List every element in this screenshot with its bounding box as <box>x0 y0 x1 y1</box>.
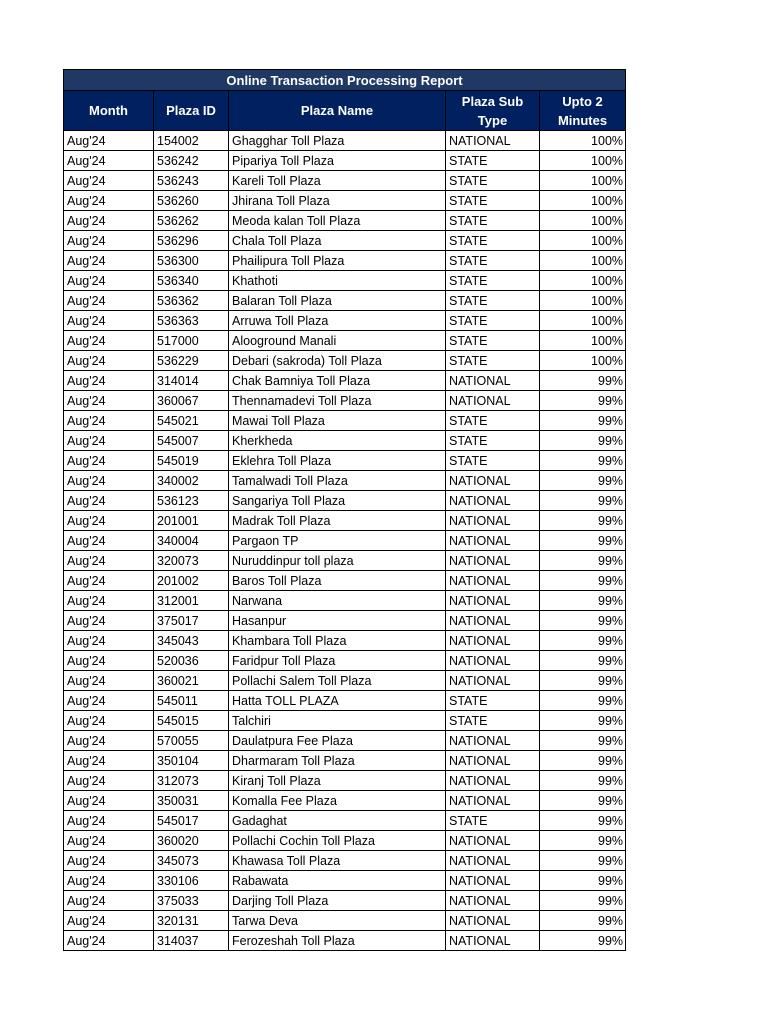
table-row <box>64 251 626 271</box>
column-header-upto-2-minutes: Upto 2 Minutes <box>540 91 626 131</box>
table-row <box>64 311 626 331</box>
upto-2-minutes-cell: 100% <box>540 191 626 211</box>
plaza-sub-type-cell: NATIONAL <box>446 391 540 411</box>
table-row <box>64 191 626 211</box>
upto-2-minutes-cell: 99% <box>540 691 626 711</box>
plaza-sub-type-cell: STATE <box>446 311 540 331</box>
plaza-name-cell: Chak Bamniya Toll Plaza <box>229 371 446 391</box>
plaza-name-cell: Nuruddinpur toll plaza <box>229 551 446 571</box>
table-row <box>64 631 626 651</box>
plaza-sub-type-cell: NATIONAL <box>446 471 540 491</box>
plaza-id-cell: 360021 <box>154 671 229 691</box>
plaza-sub-type-cell: STATE <box>446 351 540 371</box>
table-row <box>64 371 626 391</box>
column-header-row <box>64 91 626 131</box>
table-row <box>64 431 626 451</box>
upto-2-minutes-cell: 99% <box>540 711 626 731</box>
table-row <box>64 751 626 771</box>
plaza-sub-type-cell: NATIONAL <box>446 931 540 951</box>
plaza-sub-type-cell: STATE <box>446 251 540 271</box>
plaza-sub-type-cell: STATE <box>446 171 540 191</box>
month-cell: Aug'24 <box>64 451 154 471</box>
plaza-id-cell: 345073 <box>154 851 229 871</box>
table-row <box>64 171 626 191</box>
upto-2-minutes-cell: 99% <box>540 551 626 571</box>
table-row <box>64 451 626 471</box>
plaza-name-cell: Ferozeshah Toll Plaza <box>229 931 446 951</box>
plaza-sub-type-cell: NATIONAL <box>446 571 540 591</box>
upto-2-minutes-cell: 99% <box>540 591 626 611</box>
month-cell: Aug'24 <box>64 311 154 331</box>
plaza-sub-type-cell: STATE <box>446 411 540 431</box>
upto-2-minutes-cell: 99% <box>540 371 626 391</box>
upto-2-minutes-cell: 99% <box>540 811 626 831</box>
plaza-sub-type-cell: STATE <box>446 331 540 351</box>
month-cell: Aug'24 <box>64 711 154 731</box>
plaza-sub-type-cell: NATIONAL <box>446 831 540 851</box>
upto-2-minutes-cell: 99% <box>540 631 626 651</box>
table-row <box>64 351 626 371</box>
plaza-name-cell: Meoda kalan Toll Plaza <box>229 211 446 231</box>
table-row <box>64 831 626 851</box>
upto-2-minutes-cell: 99% <box>540 511 626 531</box>
plaza-id-cell: 350031 <box>154 791 229 811</box>
plaza-name-cell: Tarwa Deva <box>229 911 446 931</box>
plaza-name-cell: Pipariya Toll Plaza <box>229 151 446 171</box>
plaza-id-cell: 314037 <box>154 931 229 951</box>
month-cell: Aug'24 <box>64 531 154 551</box>
upto-2-minutes-cell: 100% <box>540 251 626 271</box>
plaza-name-cell: Arruwa Toll Plaza <box>229 311 446 331</box>
upto-2-minutes-cell: 99% <box>540 391 626 411</box>
plaza-id-cell: 154002 <box>154 131 229 151</box>
plaza-sub-type-cell: STATE <box>446 271 540 291</box>
table-row <box>64 771 626 791</box>
plaza-name-cell: Debari (sakroda) Toll Plaza <box>229 351 446 371</box>
plaza-name-cell: Tamalwadi Toll Plaza <box>229 471 446 491</box>
plaza-id-cell: 536262 <box>154 211 229 231</box>
upto-2-minutes-cell: 99% <box>540 471 626 491</box>
plaza-id-cell: 536362 <box>154 291 229 311</box>
plaza-sub-type-cell: NATIONAL <box>446 791 540 811</box>
upto-2-minutes-cell: 100% <box>540 171 626 191</box>
table-row <box>64 731 626 751</box>
upto-2-minutes-cell: 99% <box>540 451 626 471</box>
month-cell: Aug'24 <box>64 691 154 711</box>
plaza-sub-type-cell: NATIONAL <box>446 911 540 931</box>
plaza-name-cell: Jhirana Toll Plaza <box>229 191 446 211</box>
upto-2-minutes-cell: 99% <box>540 751 626 771</box>
plaza-id-cell: 536340 <box>154 271 229 291</box>
plaza-name-cell: Talchiri <box>229 711 446 731</box>
plaza-name-cell: Rabawata <box>229 871 446 891</box>
plaza-name-cell: Daulatpura Fee Plaza <box>229 731 446 751</box>
plaza-id-cell: 312073 <box>154 771 229 791</box>
table-row <box>64 331 626 351</box>
plaza-name-cell: Darjing Toll Plaza <box>229 891 446 911</box>
upto-2-minutes-cell: 100% <box>540 131 626 151</box>
plaza-sub-type-cell: STATE <box>446 191 540 211</box>
plaza-sub-type-cell: STATE <box>446 151 540 171</box>
report-body <box>64 131 626 951</box>
upto-2-minutes-cell: 100% <box>540 311 626 331</box>
month-cell: Aug'24 <box>64 651 154 671</box>
upto-2-minutes-cell: 100% <box>540 271 626 291</box>
plaza-id-cell: 545017 <box>154 811 229 831</box>
plaza-name-cell: Baros Toll Plaza <box>229 571 446 591</box>
plaza-id-cell: 545007 <box>154 431 229 451</box>
plaza-sub-type-cell: STATE <box>446 691 540 711</box>
plaza-id-cell: 340002 <box>154 471 229 491</box>
month-cell: Aug'24 <box>64 351 154 371</box>
upto-2-minutes-cell: 100% <box>540 151 626 171</box>
column-header-plaza-name: Plaza Name <box>229 91 446 131</box>
plaza-name-cell: Chala Toll Plaza <box>229 231 446 251</box>
month-cell: Aug'24 <box>64 391 154 411</box>
plaza-id-cell: 517000 <box>154 331 229 351</box>
month-cell: Aug'24 <box>64 871 154 891</box>
plaza-sub-type-cell: STATE <box>446 291 540 311</box>
upto-2-minutes-cell: 99% <box>540 571 626 591</box>
upto-2-minutes-cell: 99% <box>540 791 626 811</box>
plaza-sub-type-cell: STATE <box>446 231 540 251</box>
table-row <box>64 911 626 931</box>
table-row <box>64 491 626 511</box>
month-cell: Aug'24 <box>64 811 154 831</box>
plaza-id-cell: 536300 <box>154 251 229 271</box>
month-cell: Aug'24 <box>64 851 154 871</box>
table-row <box>64 131 626 151</box>
month-cell: Aug'24 <box>64 611 154 631</box>
table-row <box>64 211 626 231</box>
plaza-id-cell: 545019 <box>154 451 229 471</box>
month-cell: Aug'24 <box>64 291 154 311</box>
table-row <box>64 531 626 551</box>
table-row <box>64 511 626 531</box>
upto-2-minutes-cell: 100% <box>540 291 626 311</box>
transaction-report-table <box>63 69 626 951</box>
table-row <box>64 891 626 911</box>
plaza-sub-type-cell: NATIONAL <box>446 611 540 631</box>
plaza-sub-type-cell: NATIONAL <box>446 751 540 771</box>
month-cell: Aug'24 <box>64 791 154 811</box>
upto-2-minutes-cell: 99% <box>540 831 626 851</box>
upto-2-minutes-cell: 99% <box>540 771 626 791</box>
table-row <box>64 271 626 291</box>
plaza-name-cell: Hatta TOLL PLAZA <box>229 691 446 711</box>
month-cell: Aug'24 <box>64 911 154 931</box>
upto-2-minutes-cell: 99% <box>540 871 626 891</box>
plaza-name-cell: Kareli Toll Plaza <box>229 171 446 191</box>
plaza-sub-type-cell: STATE <box>446 431 540 451</box>
plaza-sub-type-cell: NATIONAL <box>446 631 540 651</box>
upto-2-minutes-cell: 100% <box>540 211 626 231</box>
plaza-name-cell: Ghagghar Toll Plaza <box>229 131 446 151</box>
table-row <box>64 691 626 711</box>
plaza-id-cell: 520036 <box>154 651 229 671</box>
month-cell: Aug'24 <box>64 511 154 531</box>
table-row <box>64 551 626 571</box>
plaza-name-cell: Kiranj Toll Plaza <box>229 771 446 791</box>
upto-2-minutes-cell: 100% <box>540 351 626 371</box>
plaza-name-cell: Gadaghat <box>229 811 446 831</box>
month-cell: Aug'24 <box>64 491 154 511</box>
upto-2-minutes-cell: 99% <box>540 731 626 751</box>
month-cell: Aug'24 <box>64 171 154 191</box>
plaza-sub-type-cell: NATIONAL <box>446 511 540 531</box>
table-row <box>64 871 626 891</box>
plaza-id-cell: 345043 <box>154 631 229 651</box>
plaza-id-cell: 375033 <box>154 891 229 911</box>
plaza-name-cell: Alooground Manali <box>229 331 446 351</box>
plaza-id-cell: 536296 <box>154 231 229 251</box>
plaza-name-cell: Khawasa Toll Plaza <box>229 851 446 871</box>
plaza-name-cell: Dharmaram Toll Plaza <box>229 751 446 771</box>
month-cell: Aug'24 <box>64 631 154 651</box>
plaza-name-cell: Komalla Fee Plaza <box>229 791 446 811</box>
plaza-id-cell: 201002 <box>154 571 229 591</box>
plaza-sub-type-cell: NATIONAL <box>446 491 540 511</box>
month-cell: Aug'24 <box>64 231 154 251</box>
plaza-id-cell: 545011 <box>154 691 229 711</box>
plaza-name-cell: Hasanpur <box>229 611 446 631</box>
plaza-id-cell: 314014 <box>154 371 229 391</box>
plaza-name-cell: Phailipura Toll Plaza <box>229 251 446 271</box>
month-cell: Aug'24 <box>64 411 154 431</box>
plaza-sub-type-cell: NATIONAL <box>446 891 540 911</box>
month-cell: Aug'24 <box>64 891 154 911</box>
table-row <box>64 671 626 691</box>
month-cell: Aug'24 <box>64 591 154 611</box>
month-cell: Aug'24 <box>64 211 154 231</box>
table-row <box>64 811 626 831</box>
report-title: Online Transaction Processing Report <box>64 70 626 91</box>
plaza-id-cell: 312001 <box>154 591 229 611</box>
plaza-name-cell: Faridpur Toll Plaza <box>229 651 446 671</box>
plaza-sub-type-cell: NATIONAL <box>446 371 540 391</box>
plaza-id-cell: 375017 <box>154 611 229 631</box>
table-row <box>64 651 626 671</box>
table-row <box>64 611 626 631</box>
plaza-name-cell: Balaran Toll Plaza <box>229 291 446 311</box>
plaza-name-cell: Khambara Toll Plaza <box>229 631 446 651</box>
plaza-id-cell: 570055 <box>154 731 229 751</box>
upto-2-minutes-cell: 99% <box>540 651 626 671</box>
plaza-id-cell: 201001 <box>154 511 229 531</box>
month-cell: Aug'24 <box>64 371 154 391</box>
month-cell: Aug'24 <box>64 831 154 851</box>
plaza-id-cell: 536363 <box>154 311 229 331</box>
table-row <box>64 471 626 491</box>
month-cell: Aug'24 <box>64 151 154 171</box>
plaza-name-cell: Kherkheda <box>229 431 446 451</box>
plaza-id-cell: 320131 <box>154 911 229 931</box>
table-row <box>64 791 626 811</box>
month-cell: Aug'24 <box>64 751 154 771</box>
table-row <box>64 851 626 871</box>
table-row <box>64 711 626 731</box>
table-row <box>64 231 626 251</box>
plaza-sub-type-cell: NATIONAL <box>446 731 540 751</box>
plaza-sub-type-cell: NATIONAL <box>446 531 540 551</box>
month-cell: Aug'24 <box>64 731 154 751</box>
plaza-sub-type-cell: NATIONAL <box>446 651 540 671</box>
plaza-id-cell: 340004 <box>154 531 229 551</box>
plaza-id-cell: 350104 <box>154 751 229 771</box>
column-header-plaza-id: Plaza ID <box>154 91 229 131</box>
upto-2-minutes-cell: 99% <box>540 611 626 631</box>
plaza-name-cell: Eklehra Toll Plaza <box>229 451 446 471</box>
month-cell: Aug'24 <box>64 571 154 591</box>
plaza-name-cell: Thennamadevi Toll Plaza <box>229 391 446 411</box>
plaza-name-cell: Madrak Toll Plaza <box>229 511 446 531</box>
month-cell: Aug'24 <box>64 131 154 151</box>
plaza-sub-type-cell: NATIONAL <box>446 551 540 571</box>
plaza-name-cell: Pollachi Salem Toll Plaza <box>229 671 446 691</box>
plaza-sub-type-cell: NATIONAL <box>446 131 540 151</box>
plaza-id-cell: 360067 <box>154 391 229 411</box>
plaza-name-cell: Mawai Toll Plaza <box>229 411 446 431</box>
month-cell: Aug'24 <box>64 771 154 791</box>
upto-2-minutes-cell: 99% <box>540 411 626 431</box>
month-cell: Aug'24 <box>64 191 154 211</box>
upto-2-minutes-cell: 100% <box>540 231 626 251</box>
plaza-name-cell: Sangariya Toll Plaza <box>229 491 446 511</box>
report-title-row <box>64 70 626 91</box>
plaza-id-cell: 545021 <box>154 411 229 431</box>
upto-2-minutes-cell: 99% <box>540 431 626 451</box>
upto-2-minutes-cell: 100% <box>540 331 626 351</box>
month-cell: Aug'24 <box>64 471 154 491</box>
plaza-sub-type-cell: NATIONAL <box>446 671 540 691</box>
plaza-name-cell: Pargaon TP <box>229 531 446 551</box>
plaza-name-cell: Narwana <box>229 591 446 611</box>
upto-2-minutes-cell: 99% <box>540 931 626 951</box>
table-row <box>64 411 626 431</box>
plaza-id-cell: 536242 <box>154 151 229 171</box>
upto-2-minutes-cell: 99% <box>540 531 626 551</box>
month-cell: Aug'24 <box>64 551 154 571</box>
plaza-sub-type-cell: STATE <box>446 711 540 731</box>
plaza-sub-type-cell: NATIONAL <box>446 591 540 611</box>
table-row <box>64 591 626 611</box>
plaza-id-cell: 545015 <box>154 711 229 731</box>
plaza-id-cell: 320073 <box>154 551 229 571</box>
plaza-id-cell: 360020 <box>154 831 229 851</box>
table-row <box>64 931 626 951</box>
upto-2-minutes-cell: 99% <box>540 891 626 911</box>
plaza-id-cell: 536229 <box>154 351 229 371</box>
plaza-name-cell: Pollachi Cochin Toll Plaza <box>229 831 446 851</box>
month-cell: Aug'24 <box>64 931 154 951</box>
upto-2-minutes-cell: 99% <box>540 491 626 511</box>
column-header-plaza-sub-type: Plaza Sub Type <box>446 91 540 131</box>
plaza-sub-type-cell: NATIONAL <box>446 871 540 891</box>
plaza-id-cell: 536243 <box>154 171 229 191</box>
table-row <box>64 571 626 591</box>
plaza-id-cell: 536123 <box>154 491 229 511</box>
plaza-sub-type-cell: NATIONAL <box>446 771 540 791</box>
plaza-id-cell: 536260 <box>154 191 229 211</box>
plaza-name-cell: Khathoti <box>229 271 446 291</box>
upto-2-minutes-cell: 99% <box>540 671 626 691</box>
month-cell: Aug'24 <box>64 671 154 691</box>
table-row <box>64 391 626 411</box>
table-row <box>64 291 626 311</box>
upto-2-minutes-cell: 99% <box>540 851 626 871</box>
column-header-month: Month <box>64 91 154 131</box>
plaza-sub-type-cell: STATE <box>446 811 540 831</box>
plaza-id-cell: 330106 <box>154 871 229 891</box>
plaza-sub-type-cell: NATIONAL <box>446 851 540 871</box>
month-cell: Aug'24 <box>64 431 154 451</box>
upto-2-minutes-cell: 99% <box>540 911 626 931</box>
table-row <box>64 151 626 171</box>
plaza-sub-type-cell: STATE <box>446 211 540 231</box>
month-cell: Aug'24 <box>64 331 154 351</box>
month-cell: Aug'24 <box>64 251 154 271</box>
month-cell: Aug'24 <box>64 271 154 291</box>
plaza-sub-type-cell: STATE <box>446 451 540 471</box>
